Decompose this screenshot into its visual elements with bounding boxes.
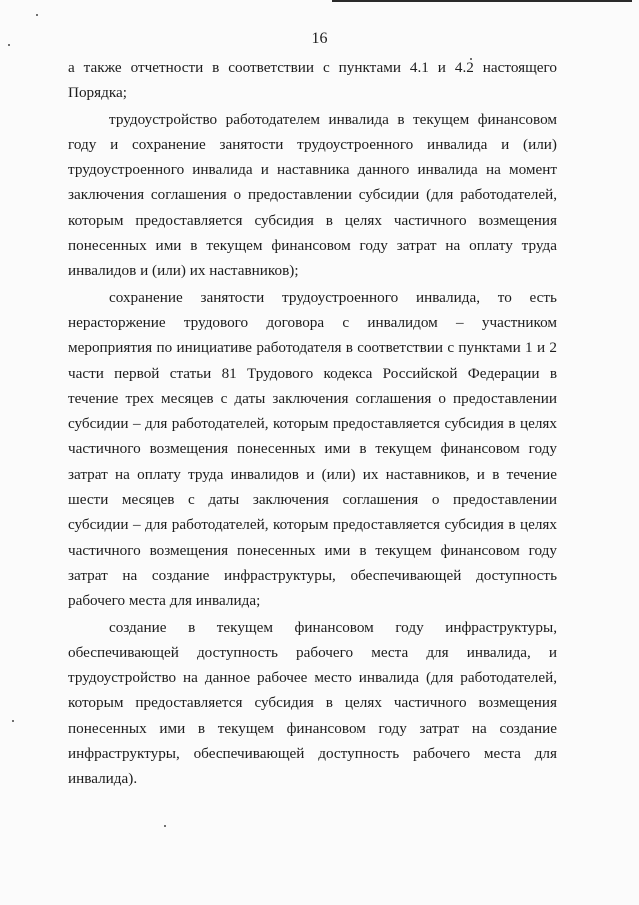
text-line: частичного возмещения понесенных ими в текущем финансовом году [68,541,557,559]
text-line: трудоустроенного инвалида и наставника данного инвалида на момент [68,161,557,179]
text-line: инвалида). [68,770,138,788]
scan-speck [164,825,166,827]
scan-edge-line [332,0,632,2]
text-line: которым предоставляется субсидия в целях частичного возмещения [68,211,557,229]
paragraph [68,615,557,792]
text-line: трудоустройство работодателем инвалида в текущем финансовом [109,110,557,128]
text-line: мероприятия по инициативе работодателя в соответствии с пунктами 1 и 2 [68,339,557,357]
text-line: затрат на создание инфраструктуры, обеспечивающей доступность [68,566,557,584]
text-line: обеспечивающей доступность рабочего места для инвалида, и [68,643,557,661]
text-line: шести месяцев с даты заключения соглашения о предоставлении [68,491,557,509]
text-line: частичного возмещения понесенных ими в текущем финансовом году [68,440,557,458]
text-line: понесенных ими в текущем финансовом году затрат на оплату труда [68,237,557,255]
text-line: субсидии – для работодателей, которым предоставляется субсидия в целях [68,415,557,433]
text-line: субсидии – для работодателей, которым предоставляется субсидия в целях [68,516,557,534]
paragraph [68,55,557,106]
scan-speck [36,14,38,16]
text-line: течение трех месяцев с даты заключения соглашения о предоставлении [68,389,557,407]
text-line: нерасторжение трудового договора с инвалидом – участником [68,313,557,331]
document-body [68,55,557,792]
text-line: году и сохранение занятости трудоустроенного инвалида и (или) [68,135,557,153]
text-line: инфраструктуры, обеспечивающей доступность рабочего места для [68,745,557,763]
text-line: части первой статьи 81 Трудового кодекса Российской Федерации в [68,364,557,382]
page-number: 16 [311,30,328,47]
text-line: понесенных ими в текущем финансовом году затрат на создание [68,719,557,737]
scan-speck [12,720,14,722]
text-line: заключения соглашения о предоставлении субсидии (для работодателей, [68,186,557,204]
text-line: создание в текущем финансовом году инфраструктуры, [109,618,557,636]
text-line: трудоустройство на данное рабочее место инвалида (для работодателей, [68,669,557,687]
text-line: Порядка; [68,84,127,102]
text-line: сохранение занятости трудоустроенного инвалида, то есть [109,288,557,306]
text-line: которым предоставляется субсидия в целях частичного возмещения [68,694,557,712]
text-line: инвалидов и (или) их наставников); [68,262,299,280]
text-line: затрат на оплату труда инвалидов и (или) их наставников, и в течение [68,465,557,483]
text-line: рабочего места для инвалида; [68,592,261,610]
paragraph [68,285,557,614]
text-line: а также отчетности в соответствии с пунктами 4.1 и 4.2 настоящего [68,59,557,76]
paragraph [68,107,557,284]
